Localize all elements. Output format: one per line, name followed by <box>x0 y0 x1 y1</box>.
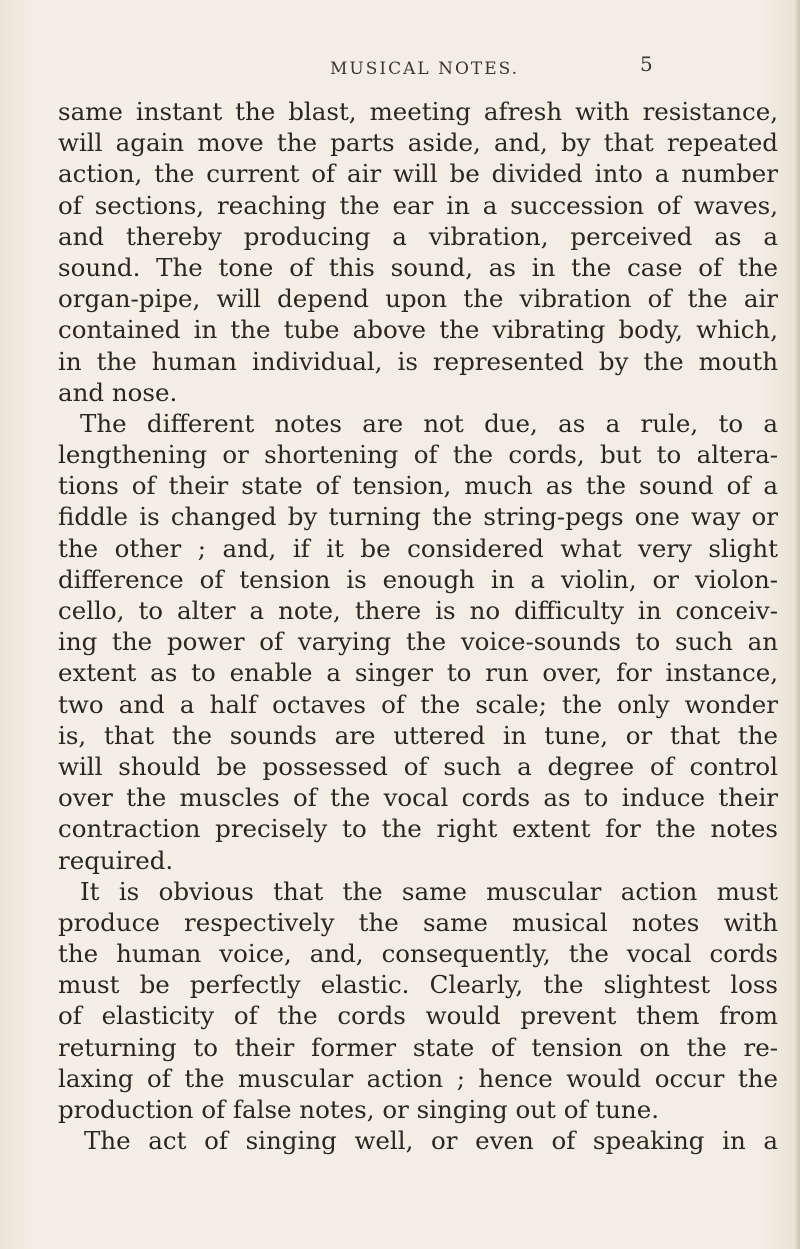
paragraph-end-line: and nose. <box>58 377 178 407</box>
text-line: laxing of the muscular action ; hence would occur the <box>58 1063 778 1093</box>
text-line: organ-pipe, will depend upon the vibration of the air <box>58 284 778 314</box>
text-line: action, the current of air will be divided into a number <box>58 159 778 189</box>
text-line: the human voice, and, consequently, the vocal cords <box>58 939 778 969</box>
text-line: of sections, reaching the ear in a succession of waves, <box>58 190 778 220</box>
text-line: must be perfectly elastic. Clearly, the slightest loss <box>58 970 778 1000</box>
text-line: sound. The tone of this sound, as in the case of the <box>58 252 778 282</box>
text-line: will should be possessed of such a degree of control <box>58 751 778 781</box>
text-line: difference of tension is enough in a violin, or violon- <box>58 564 778 594</box>
paragraph-start-line: It is obvious that the same muscular action must <box>80 876 778 906</box>
text-line: in the human individual, is represented by the mouth <box>58 346 778 376</box>
text-line: produce respectively the same musical notes with <box>58 907 778 937</box>
text-line: and thereby producing a vibration, perceived as a <box>58 221 778 251</box>
paragraph-end-line: production of false notes, or singing out of tune. <box>58 1095 659 1124</box>
text-line: ing the power of varying the voice-sounds to such an <box>58 627 778 657</box>
paragraph-start-line: The different notes are not due, as a rule, to a <box>80 408 778 438</box>
page-number: 5 <box>640 52 653 76</box>
text-line: lengthening or shortening of the cords, but to altera- <box>58 440 778 470</box>
paragraph-start-line: The act of singing well, or even of speaking in a <box>84 1126 778 1156</box>
text-line: of elasticity of the cords would prevent them from <box>58 1001 778 1031</box>
text-line: returning to their former state of tension on the re- <box>58 1032 778 1062</box>
text-line: same instant the blast, meeting afresh with resistance, <box>58 97 778 126</box>
text-line: over the muscles of the vocal cords as to induce their <box>58 783 778 813</box>
running-head <box>0 52 800 86</box>
text-line: the other ; and, if it be considered what very slight <box>58 533 778 563</box>
paragraph-end-line: required. <box>58 845 174 875</box>
text-line: will again move the parts aside, and, by that repeated <box>58 128 778 158</box>
page-edge-shadow <box>794 0 800 1249</box>
text-line: contained in the tube above the vibrating body, which, <box>58 315 778 345</box>
text-line: two and a half octaves of the scale; the only wonder <box>58 689 778 719</box>
text-line: extent as to enable a singer to run over, for instance, <box>58 658 778 688</box>
text-line: cello, to alter a note, there is no difficulty in conceiv- <box>58 596 778 625</box>
text-line: tions of their state of tension, much as the sound of a <box>58 471 778 501</box>
text-line: is, that the sounds are uttered in tune, or that the <box>58 720 778 750</box>
body-text <box>58 96 778 1156</box>
running-title: MUSICAL NOTES. <box>330 59 520 79</box>
text-line: fiddle is changed by turning the string-pegs one way or <box>58 502 778 532</box>
text-line: contraction precisely to the right extent for the notes <box>58 814 778 844</box>
